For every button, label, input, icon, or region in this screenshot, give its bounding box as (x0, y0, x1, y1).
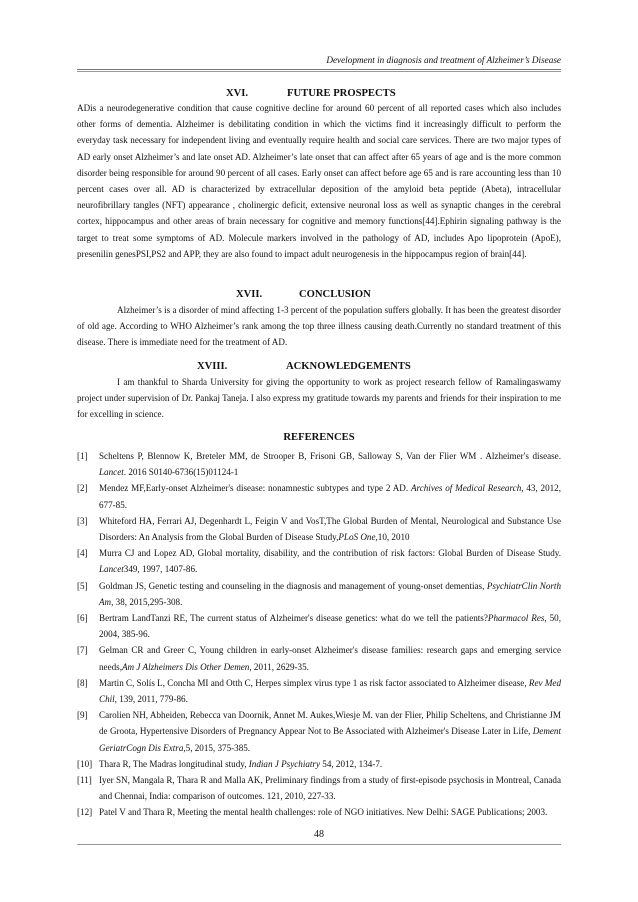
reference-item (77, 707, 561, 756)
reference-item (77, 480, 561, 512)
reference-number: [9] (77, 710, 88, 721)
reference-text (99, 448, 561, 480)
reference-journal: Am J Alzheimers Dis Other Demen (121, 661, 250, 672)
reference-text (99, 578, 561, 610)
reference-details: 54, 2012, 134-7. (320, 758, 383, 769)
reference-text (99, 772, 561, 804)
reference-body: Thara R, The Madras longitudinal study, (99, 758, 249, 769)
future-prospects-paragraph: ADis a neurodegenerative condition that cause cognitive decline for around 60 percent of all reported cases which also includes other forms of dementia. Alzheimer is debilitating condition in which the victims find it increasingly difficult to perform the everyday task necessary for independent living and eventually require health and social care services. There are two major types of AD early onset Alzheimer’s and late onset AD. Alzheimer’s late onset that can affect after 65 years of age and is the more common disorder being responsible for around 90 percent of all cases. Early onset can affect before age 65 and is rare accounting less than 10 percent cases over all. AD is characterized by extracellular deposition of the amyloid beta peptide (Abeta), intracellular neurofibrillary tangles (NFT) appearance , cholinergic deficit, extensive neuronal loss as well as synaptic changes in the cerebral cortex, hippocampus and other areas of brain necessary for cognitive and memory functions[44].Ephirin signaling pathway is the target to treat some symptoms of AD. Molecule markers involved in the pathology of AD, includes Apo lipoprotein (ApoE), presenilin genesPSI,PS2 and APP, they are also found to impact adult neurogenesis in the hippocampus region of brain[44]. (77, 103, 561, 259)
reference-text (99, 642, 561, 674)
reference-text (99, 675, 561, 707)
reference-journal: Dement GeriatrCogn Dis Extra (99, 726, 561, 753)
reference-text (99, 610, 561, 642)
reference-journal: Lancet (99, 564, 124, 575)
reference-details: , 43, 2012, 677-85. (99, 483, 562, 510)
reference-list (77, 448, 561, 821)
section-title: REFERENCES (283, 432, 355, 443)
section-number: XVIII. (197, 361, 228, 372)
reference-details: , 139, 2011, 779-86. (114, 694, 188, 705)
section-title: FUTURE PROSPECTS (287, 88, 396, 99)
reference-journal: Lancet (99, 467, 124, 478)
conclusion-text: Alzheimer’s is a disorder of mind affecting 1-3 percent of the population suffers globally. It has been the greatest disorder of old age. According to WHO Alzheimer’s rank among the top three illness causing death.Currently no standard treatment of this disease. There is immediate need for the treatment of AD. (77, 305, 561, 348)
reference-number: [2] (77, 483, 88, 494)
reference-details: 349, 1997, 1407-86. (123, 564, 198, 575)
section-number: XVI. (226, 88, 249, 99)
reference-body: Mendez MF,Early-onset Alzheimer's disease: nonamnestic subtypes and type 2 AD. (99, 483, 411, 494)
running-head: Development in diagnosis and treatment of Alzheimer’s Disease (326, 55, 561, 65)
reference-number: [8] (77, 677, 88, 688)
reference-number: [7] (77, 645, 88, 656)
reference-number: [12] (77, 807, 93, 818)
reference-item (77, 513, 561, 545)
reference-text (99, 545, 561, 577)
reference-details: , 2011, 2629-35. (249, 661, 309, 672)
section-number: XVII. (236, 289, 263, 300)
conclusion-paragraph (77, 302, 561, 351)
reference-item (77, 448, 561, 480)
acknowledgements-paragraph (77, 374, 561, 423)
reference-number: [3] (77, 515, 88, 526)
reference-body: Goldman JS, Genetic testing and counseling in the diagnosis and management of young-onset dementias, (99, 580, 487, 591)
footer-rule (77, 844, 561, 845)
reference-body: Scheltens P, Blennow K, Breteler MM, de Strooper B, Frisoni GB, Salloway S, Van der Flier WM . Alzheimer's disease. (99, 451, 561, 461)
reference-text (99, 804, 561, 820)
reference-item (77, 545, 561, 577)
reference-item (77, 610, 561, 642)
reference-body: Martin C, Solís L, Concha MI and Otth C, Herpes simplex virus type 1 as risk factor associated to Alzheimer disease, (99, 677, 529, 688)
section-title: CONCLUSION (299, 289, 371, 300)
section-title: ACKNOWLEDGEMENTS (286, 361, 411, 372)
reference-details: . 2016 S0140-6736(15)01124-1 (123, 467, 239, 478)
acknowledgements-text: I am thankful to Sharda University for giving the opportunity to work as project research fellow of Ramalingaswamy project under supervision of Dr. Pankaj Taneja. I also express my gratitude towards my parents and friends for their inspiration to me for excelling in science. (77, 377, 561, 420)
reference-text (99, 707, 561, 756)
reference-number: [10] (77, 758, 93, 769)
reference-journal: PLoS One (338, 532, 376, 543)
reference-text (99, 756, 561, 772)
reference-number: [11] (77, 775, 92, 786)
reference-body: Iyer SN, Mangala R, Thara R and Malla AK, Preliminary findings from a study of first-episode psychosis in Montreal, Canada and Chennai, India: comparison of outcomes. 121, 2010, 227-33. (99, 775, 561, 802)
reference-number: [1] (77, 451, 88, 461)
reference-item (77, 675, 561, 707)
reference-journal: Rev Med Chil (99, 677, 561, 705)
page (77, 0, 561, 902)
reference-item (77, 642, 561, 674)
reference-journal: PsychiatrClin North Am (99, 580, 561, 607)
page-number: 48 (314, 829, 324, 840)
reference-body: Carolien NH, Abheiden, Rebecca van Doornik, Annet M. Aukes,Wiesje M. van der Flier, Philip Scheltens, and Christianne JM de Groota, Hypertensive Disorders of Pregnancy Appear Not to Be Associated with Alzheimer's Disease Later in Life, (99, 710, 561, 737)
reference-body: Murra CJ and Lopez AD, Global mortality, disability, and the contribution of risk factors: Global Burden of Disease Study. (99, 548, 561, 559)
reference-body: Gelman CR and Greer C, Young children in early-onset Alzheimer's disease families: research gaps and emerging service needs, (99, 645, 561, 672)
reference-details: , 38, 2015,295-308. (111, 596, 183, 607)
reference-item (77, 756, 561, 772)
reference-text (99, 513, 561, 545)
reference-number: [5] (77, 580, 88, 591)
reference-body: Whiteford HA, Ferrari AJ, Degenhardt L, Feigin V and VosT,The Global Burden of Mental, Neurological and Substance Use Disorders: An Analysis from the Global Burden of Disease Study, (99, 515, 561, 543)
reference-journal: Indian J Psychiatry (248, 758, 320, 769)
reference-details: ,10, 2010 (375, 532, 410, 543)
reference-item (77, 772, 561, 804)
reference-number: [4] (77, 548, 88, 559)
reference-journal: Pharmacol Res (487, 613, 545, 624)
reference-details: , 50, 2004, 385-96. (99, 613, 561, 640)
header-rule (77, 69, 561, 72)
reference-item (77, 578, 561, 610)
reference-body: Bertram LandTanzi RE, The current status of Alzheimer's disease genetics: what do we tell the patients? (99, 613, 488, 624)
reference-number: [6] (77, 613, 88, 624)
reference-journal: Archives of Medical Research (410, 483, 522, 494)
reference-item (77, 804, 561, 820)
reference-details: ,5, 2015, 375-385. (183, 742, 251, 753)
reference-body: Patel V and Thara R, Meeting the mental health challenges: role of NGO initiatives. New Delhi: SAGE Publications; 2003. (99, 807, 548, 818)
reference-text (99, 480, 561, 512)
